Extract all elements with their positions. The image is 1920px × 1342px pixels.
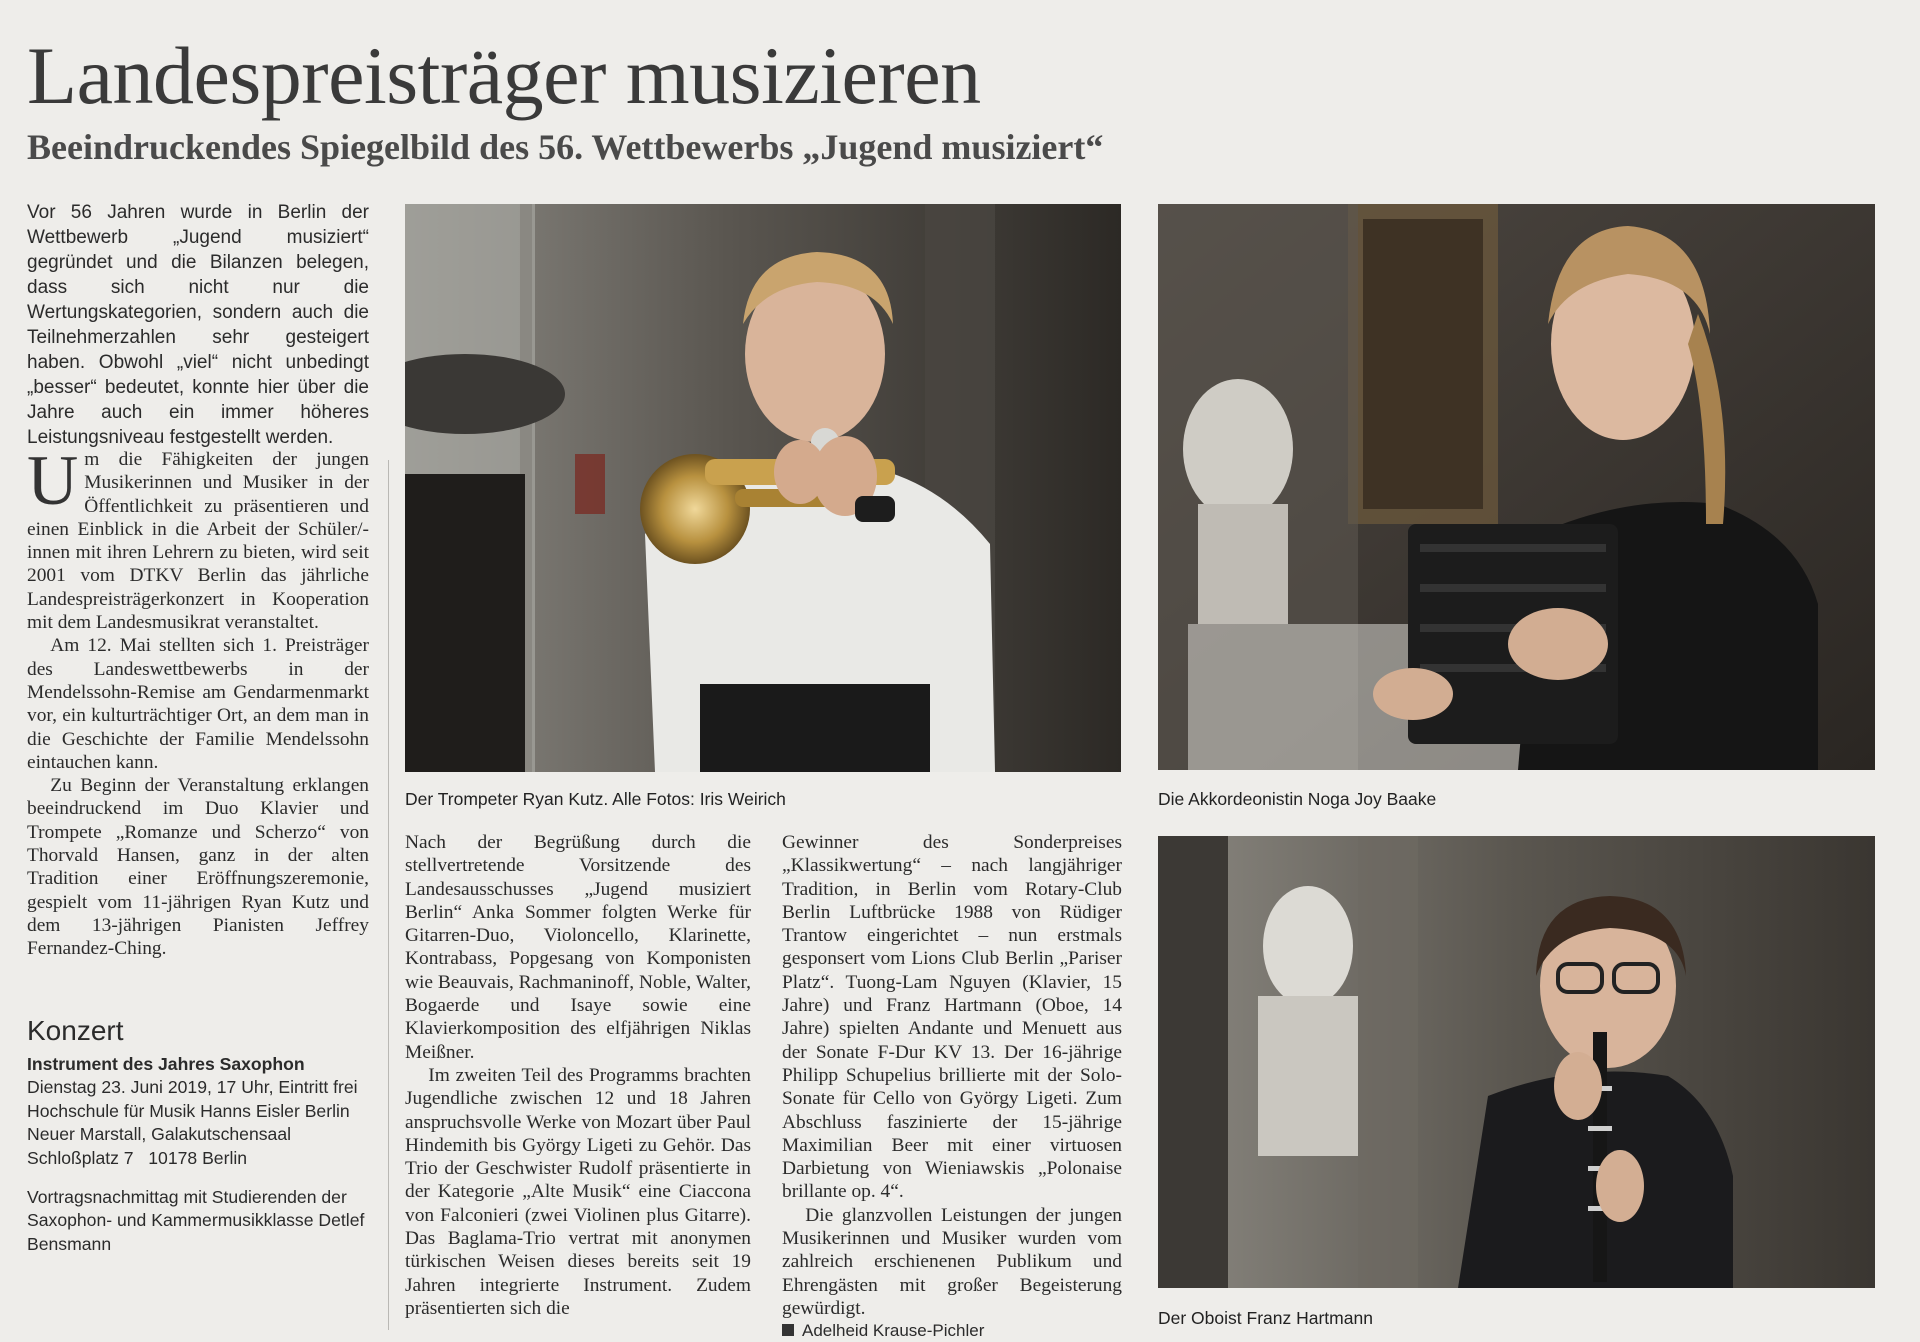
konzert-venue: Hochschule für Musik Hanns Eisler Berlin — [27, 1100, 350, 1121]
paragraph-1-text: m die Fähigkeiten der jungen Musikerinnen und Musiker in der Öffentlichkeit zu präsentieren und einen Einblick in die Arbeit der Schüler/-innen mit ihren Lehrern zu bieten, wird seit 2001 vom DTKV Berlin das jährliche Landespreisträgerkonzert in Kooperation mit dem Landesmusikrat veranstaltet. — [27, 449, 369, 634]
article-column-1 — [27, 442, 369, 961]
oboist-illustration — [1158, 836, 1875, 1288]
paragraph-5: Im zweiten Teil des Programms brachten Jugendliche zwischen 12 und 18 Jahren anspruchsvolle Werke von Mozart über Paul Hindemith bis György Ligeti zu Gehör. Das Trio der Geschwister Rudolf präsentierte in der Kategorie „Alte Musik“ eine Ciaccona von Falconieri (zwei Violinen plus Gitarre). Das Baglama-Trio vertrat mit anonymen türkischen Weisen dieses bereits seit 19 Jahren integrierte Instrument. Zudem präsentierten sich die — [405, 1064, 751, 1319]
paragraph-6: Gewinner des Sonderpreises „Klassikwertung“ – nach langjähriger Tradition, in Berlin vom Rotary-Club Berlin Luftbrücke 1988 von Rüdiger Trantow eingerichtet – nun erstmals gesponsert vom Lions Club Berlin „Pariser Platz“. Tuong-Lam Nguyen (Klavier, 15 Jahre) und Franz Hartmann (Oboe, 14 Jahre) spielten Andante und Menuett aus der Sonate F-Dur KV 13. Der 16-jährige Philipp Schupelius brillierte mit der Solo-Sonate für Cello von György Ligeti. Zum Abschluss faszinierte der 15-jährige Maximilian Beer mit einer virtuosen Darbietung von Wieniawskis „Polonaise brillante op. 4“. — [782, 832, 1122, 1203]
author-line — [782, 1320, 1122, 1342]
oboist-caption: Der Oboist Franz Hartmann — [1158, 1308, 1373, 1328]
accordionist-illustration — [1158, 204, 1875, 770]
paragraph-3: Zu Beginn der Veranstaltung erklangen beeindruckend im Duo Klavier und Trompete „Romanze und Scherzo“ von Thorvald Hansen, ganz in der alten Tradition einer Eröffnungszeremonie, gespielt vom 11-jährigen Ryan Kutz und dem 13-jährigen Pianisten Jeffrey Fernandez-Ching. — [27, 775, 369, 960]
headline: Landespreisträger musizieren — [27, 30, 981, 121]
konzert-description: Vortragsnachmittag mit Studierenden der Saxophon- und Kammermusikklasse Detlef Bensmann — [27, 1187, 365, 1254]
intro-paragraph — [27, 200, 369, 450]
konzert-title: Konzert — [27, 1015, 124, 1046]
trumpeter-caption: Der Trompeter Ryan Kutz. Alle Fotos: Iris Weirich — [405, 789, 786, 809]
subheadline: Beeindruckendes Spiegelbild des 56. Wettbewerbs „Jugend musiziert“ — [27, 127, 1104, 167]
article-column-3 — [782, 831, 1122, 1342]
article-column-2 — [405, 831, 751, 1320]
accordionist-caption: Die Akkordeonistin Noga Joy Baake — [1158, 789, 1437, 809]
author-square-icon — [782, 1324, 794, 1336]
trumpeter-photo — [405, 204, 1121, 772]
intro-text: Vor 56 Jahren wurde in Berlin der Wettbewerb „Jugend musiziert“ gegründet und die Bilanzen belegen, dass sich nicht nur die Wertungskategorien, sondern auch die Teilnehmerzahlen sehr gesteigert haben. Obwohl „viel“ nicht unbedingt „besser“ bedeutet, konnte hier über die Jahre auch ein immer höheres Leistungsniveau festgestellt werden. — [27, 202, 369, 448]
konzert-box — [27, 1013, 369, 1256]
column-rule — [388, 460, 389, 1330]
paragraph-2: Am 12. Mai stellten sich 1. Preisträger des Landeswettbewerbs in der Mendelssohn-Remise am Gendarmenmarkt vor, ein kulturträchtiger Ort, an dem man in die Geschichte der Familie Mendelssohn eintauchen kann. — [27, 635, 369, 773]
accordionist-photo — [1158, 204, 1875, 770]
paragraph-1 — [27, 442, 369, 634]
drop-cap: U — [27, 442, 79, 520]
konzert-date: Dienstag 23. Juni 2019, 17 Uhr, Eintritt frei — [27, 1077, 358, 1098]
konzert-address: Schloßplatz 7 10178 Berlin — [27, 1147, 248, 1168]
trumpeter-illustration — [405, 204, 1121, 772]
paragraph-4: Nach der Begrüßung durch die stellvertretende Vorsitzende des Landesausschusses „Jugend musiziert Berlin“ Anka Sommer folgten Werke für Gitarren-Duo, Violoncello, Klarinette, Kontrabass, Popgesang von Komponisten wie Beauvais, Rachmaninoff, Noble, Walter, Bogaerde und Isaye sowie eine Klavierkomposition des elfjährigen Niklas Meißner. — [405, 832, 751, 1063]
author-name: Adelheid Krause-Pichler — [802, 1321, 985, 1341]
konzert-event-title: Instrument des Jahres Saxophon — [27, 1054, 305, 1074]
paragraph-7: Die glanzvollen Leistungen der jungen Musikerinnen und Musiker wurden vom zahlreich erschienenen Publikum und Ehrengästen mit großer Begeisterung gewürdigt. — [782, 1204, 1122, 1319]
konzert-venue-room: Neuer Marstall, Galakutschensaal — [27, 1124, 292, 1145]
oboist-photo — [1158, 836, 1875, 1288]
